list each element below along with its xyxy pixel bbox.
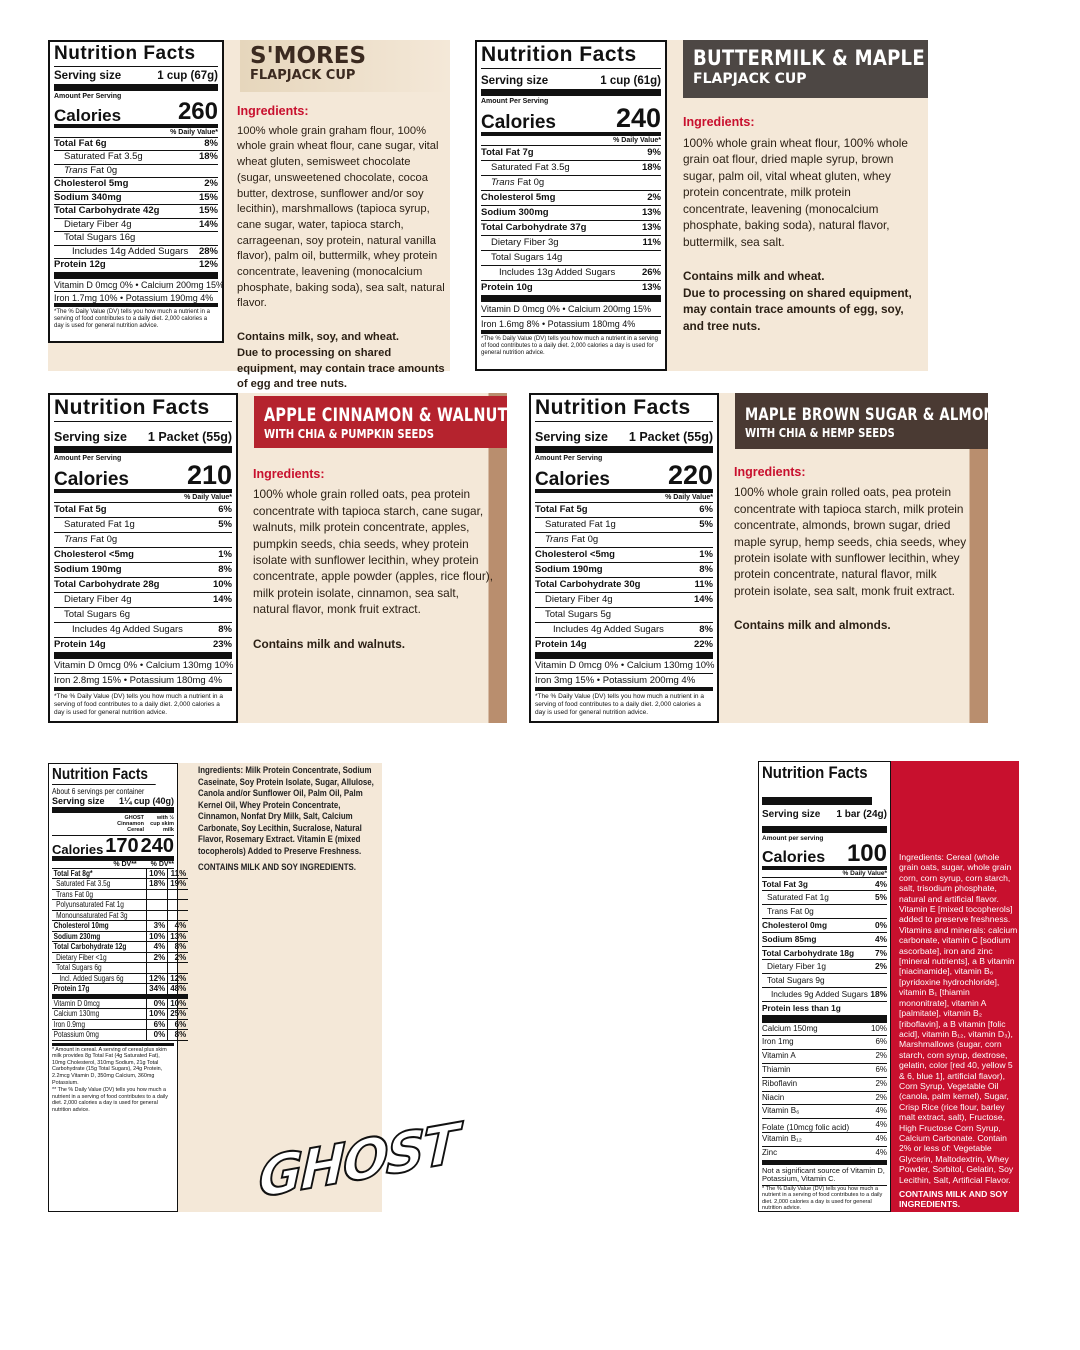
nf-row: Cholesterol <5mg 1% <box>54 548 232 563</box>
ingredients-heading: Ingredients: <box>237 104 309 118</box>
nf-row: Includes 4g Added Sugars 8% <box>54 623 232 638</box>
brand-line2: FLAPJACK CUP <box>250 68 356 84</box>
nf-row: Total Sugars 14g <box>481 251 661 266</box>
nf-row: Dietary Fiber 4g 14% <box>54 219 218 233</box>
nf-row: Cholesterol 0mg 0% <box>762 919 887 933</box>
nf-row: Saturated Fat 3.5g 18% <box>481 161 661 176</box>
nf-row: Sodium 300mg 13% <box>481 206 661 221</box>
nf-footnote: *The % Daily Value (DV) tells you how much a nutrient in a serving of food contributes to a daily diet. 2,000 calories a day is used for general nutrition advice. <box>54 687 232 717</box>
nf-row: Cholesterol 5mg 2% <box>481 191 661 206</box>
nf-row: Cholesterol 5mg 2% <box>54 178 218 192</box>
banner-subtitle: FLAPJACK CUP <box>693 71 807 87</box>
nf-row: Includes 9g Added Sugars 18% <box>762 988 887 1002</box>
nf-row: Includes 13g Added Sugars 26% <box>481 266 661 281</box>
ingredients-heading: Ingredients: <box>253 467 325 481</box>
nf-rows <box>54 503 232 659</box>
contains: Contains milk and almonds. <box>734 618 891 633</box>
nf-calories: Calories 100 <box>762 842 887 870</box>
contains: CONTAINS MILK AND SOY INGREDIENTS. <box>899 1189 1008 1210</box>
nf-row: Saturated Fat 1g 5% <box>54 518 232 533</box>
nf-not-significant: Not a significant source of Vitamin D, Potassium, Vitamin C. <box>762 1161 887 1184</box>
nf-row: Protein less than 1g <box>762 1002 887 1016</box>
nf-vitamin-row: Riboflavin 2% <box>762 1078 887 1092</box>
nf-aps: Amount Per Serving <box>535 455 603 463</box>
nf-vitamins-1: Vitamin D 0mcg 0% • Calcium 200mg 15% <box>481 302 661 317</box>
nf-calories: Calories 240 <box>481 105 661 136</box>
ingredients-text: 100% whole grain rolled oats, pea protein concentrate with tapioca starch, cane sugar, walnuts, milk protein concentrate, apples, pumpkin seeds, chia seeds, whey protein isolate with sunflower lecithin, whey protein concentrate, apple powder (apples, rice flour), milk protein isolate, cinnamon, sea salt, natural flavor, monk fruit extract. <box>253 487 493 617</box>
nf-vitamin-row: Vitamin B₆ 4% <box>762 1105 887 1119</box>
nf-row: Protein 12g 12% <box>54 259 218 279</box>
nf-footnote: *The % Daily Value (DV) tells you how much a nutrient in a serving of food contributes to a daily diet. 2,000 calories a day is used for general nutrition advice. <box>481 330 661 357</box>
nf-dv-header: % Daily Value* <box>762 870 887 878</box>
buttermilk-nutrition-label <box>475 40 667 371</box>
nf-row: Dietary Fiber 4g 14% <box>54 593 232 608</box>
nf-row: Trans Fat 0g <box>54 165 218 179</box>
ingredients-heading: Ingredients: <box>683 115 755 129</box>
banner-title: MAPLE BROWN SUGAR & ALMOND <box>745 405 1007 425</box>
nf-calories: Calories 210 <box>54 462 232 493</box>
nf-row: Total Sugars 16g <box>54 232 218 246</box>
nf-vitamin-row: Niacin 2% <box>762 1092 887 1106</box>
nf-table <box>52 869 188 1041</box>
nf-footnote-1: * Amount in cereal. A serving of cereal plus skim milk provides 8g Total Fat (4g Saturated Fat), 10mg Cholesterol, 310mg Sodium, 21g Total Carbohydrate (15g Total Sugars), 24g Protein, 2.2mcg Vitamin D, 350mg Calcium, 360mg Potassium. <box>52 1043 174 1087</box>
nf-vitamins-2: Iron 3mg 15% • Potassium 200mg 4% <box>535 675 696 687</box>
nf-footnote: *The % Daily Value (DV) tells you how much a nutrient in a serving of food contributes to a daily diet. 2,000 calories a day is used for general nutrition advice. <box>535 687 713 717</box>
nf-row: Cholesterol <5mg 1% <box>535 548 713 563</box>
contains: Contains milk, soy, and wheat. <box>237 331 400 344</box>
nf-row: Trans Fat 0g <box>54 533 232 548</box>
ghost-ingredients <box>198 765 374 874</box>
nf-vitamins-2: Iron 2.8mg 15% • Potassium 180mg 4% <box>54 675 223 687</box>
nf-vitamin-row: Vitamin A 2% <box>762 1050 887 1064</box>
nf-row: Sodium 340mg 15% <box>54 192 218 206</box>
ingredients-text: 100% whole grain graham flour, 100% whole grain wheat flour, cane sugar, vital wheat gluten, semisweet chocolate (sugar, unsweetened chocolate, cocoa butter, dextrose, sunflower and/or soy lecithin), marshmallows (tapioca syrup, cane sugar, water, tapioca starch, carrageenan, soy protein, natural vanilla flavor), palm oil, buttermilk, whey protein concentrate, leavening (monocalcium phosphate, baking soda), sea salt, natural flavor. <box>237 124 445 310</box>
disclaimer: Due to processing on shared equipment, may contain trace amounts of egg and tree nuts. <box>237 346 445 391</box>
nf-serving: Serving size 1 cup (67g) <box>54 67 218 91</box>
apple-nutrition-label <box>48 393 238 723</box>
nf-row: Protein 14g 23% <box>54 638 232 659</box>
nf-title: Nutrition Facts <box>54 44 218 67</box>
nf-serving: Serving size 1 bar (24g) <box>762 805 887 833</box>
nf-rows <box>762 878 887 1016</box>
brand-line1: S'MORES <box>250 43 367 69</box>
nf-dv-header: % Daily Value* <box>54 493 232 503</box>
nf-serving: Serving size 1 cup (61g) <box>481 69 661 96</box>
buttermilk-banner <box>683 40 928 98</box>
nf-columns: GHOST Cinnamon Cereal with ½ cup skim milk <box>52 813 174 836</box>
nf-row: Iron 0.9mg 6% 6% <box>53 1019 187 1029</box>
nf-row: Vitamin D 0mcg 0% 10% <box>52 996 188 1009</box>
nf-row: Trans Fat 0g <box>481 176 661 191</box>
banner-subtitle: WITH CHIA & HEMP SEEDS <box>745 426 895 440</box>
apple-ingredients <box>253 466 493 652</box>
nf-title: Nutrition Facts <box>481 44 661 69</box>
nf-vitamin-row: Folate (10mcg folic acid) 4% <box>762 1120 887 1133</box>
nf-calories: Calories 260 <box>54 100 218 128</box>
smores-brand <box>240 40 450 92</box>
nf-row: Calcium 130mg 10% 25% <box>53 1009 187 1019</box>
contains: Contains milk and walnuts. <box>253 636 406 651</box>
nf-row: Total Sugars 5g <box>535 608 713 623</box>
nf-row: Total Fat 3g 4% <box>762 878 887 892</box>
nf-row: Trans Fat 0g <box>535 533 713 548</box>
nf-row: Total Carbohydrate 37g 13% <box>481 221 661 236</box>
ghost-logo: GHOST <box>257 1111 459 1211</box>
nf-row: Dietary Fiber 4g 14% <box>535 593 713 608</box>
nf-vitamin-row: Iron 1mg 6% <box>762 1036 887 1050</box>
nf-row: Saturated Fat 1g 5% <box>535 518 713 533</box>
nf-aps: Amount Per Serving <box>481 98 549 106</box>
nf-row: Saturated Fat 1g 5% <box>762 891 887 905</box>
ingredients-text: Ingredients: Milk Protein Concentrate, Sodium Caseinate, Soy Protein Isolate, Sugar, Allulose, Canola and/or Sunflower Oil, Palm Oil, Palm Kernel Oil, Whey Protein Concentrate, Cinnamon, Nonfat Dry Milk, Salt, Calcium Carbonate, Soy Lecithin, Sucralose, Natural Flavor, Rosemary Extract. Vitamin E (mixed tocopherols) Added to Preserve Freshness. <box>198 765 374 857</box>
nf-row: Total Fat 7g 9% <box>481 146 661 161</box>
nf-vitamin-row: Calcium 150mg 10% <box>762 1023 887 1037</box>
banner-subtitle: WITH CHIA & PUMPKIN SEEDS <box>264 427 435 441</box>
nf-row: Dietary Fiber <1g 2% 2% <box>52 952 188 963</box>
nf-row: Total Fat 5g 6% <box>54 503 232 518</box>
nf-row: Total Carbohydrate 28g 10% <box>54 578 232 593</box>
maple-ingredients <box>734 464 974 634</box>
contains: CONTAINS MILK AND SOY INGREDIENTS. <box>198 862 357 873</box>
nf-row: Protein 14g 22% <box>535 638 713 659</box>
nf-vitamins-2: Iron 1.7mg 10% • Potassium 190mg 4% <box>54 292 214 303</box>
buttermilk-ingredients <box>683 114 918 334</box>
ingredients-heading: Ingredients: <box>734 465 806 479</box>
nf-title: Nutrition Facts <box>54 397 232 422</box>
nf-servings: About 6 servings per container <box>52 786 145 796</box>
nf-row: Protein 17g 34% 48% <box>52 984 188 997</box>
maple-banner <box>735 393 1007 449</box>
nf-row: Incl. Added Sugars 6g 12% 12% <box>52 973 188 984</box>
nf-row: Total Carbohydrate 12g 4% 8% <box>53 942 187 952</box>
ingredients-text: 100% whole grain rolled oats, pea protein concentrate with tapioca starch, milk protein concentrate, almonds, brown sugar, dried maple syrup, hemp seeds, chia seeds, whey protein isolate with sunflower lecithin, whey protein concentrate, natural flavor, milk protein isolate, sea salt, monk fruit extract. <box>734 485 967 598</box>
apple-banner <box>254 396 507 448</box>
nf-footnote-2: ** The % Daily Value (DV) tells you how much a nutrient in a serving of food contributes to a daily diet. 2,000 calories a day is used for general nutrition advice. <box>52 1087 168 1113</box>
nf-title: Nutrition Facts <box>535 397 713 422</box>
nf-rows <box>535 503 713 659</box>
nf-rows <box>481 146 661 302</box>
nf-vitamins-1: Vitamin D 0mcg 0% • Calcium 130mg 10% <box>54 659 232 674</box>
bar-nutrition-label <box>758 761 891 1212</box>
nf-calories: Calories 170 240 <box>52 836 174 861</box>
smores-nutrition-label <box>48 40 224 343</box>
nf-row: Saturated Fat 3.5g 18% <box>54 151 218 165</box>
nf-dv-header: % Daily Value* <box>54 128 218 138</box>
nf-vitamins-2: Iron 1.6mg 8% • Potassium 180mg 4% <box>481 319 636 330</box>
nf-row: Total Fat 8g* 10% 11% <box>53 868 187 878</box>
nf-aps: Amount Per Serving <box>54 92 122 100</box>
contains: Contains milk and wheat. <box>683 269 825 283</box>
nf-serving: Serving size 1 Packet (55g) <box>535 422 713 453</box>
nf-vitamins-1: Vitamin D 0mcg 0% • Calcium 130mg 10% <box>535 659 713 674</box>
nf-row: Total Sugars 6g <box>54 608 232 623</box>
maple-nutrition-label <box>529 393 719 723</box>
nf-vitamin-row: Vitamin B₁₂ 4% <box>762 1133 887 1147</box>
nf-row: Monounsaturated Fat 3g <box>52 910 188 921</box>
ingredients-text: 100% whole grain wheat flour, 100% whole grain oat flour, dried maple syrup, brown sugar, palm oil, vital wheat gluten, whey protein concentrate, milk protein concentrate, leavening (monocalcium phosphate, baking soda), natural flavor, buttermilk, sea salt. <box>683 135 908 249</box>
nf-row: Includes 4g Added Sugars 8% <box>535 623 713 638</box>
nf-row: Saturated Fat 3.5g 18% 19% <box>52 879 188 890</box>
nf-row: Total Carbohydrate 18g 7% <box>762 947 887 961</box>
nf-row: Includes 14g Added Sugars 28% <box>54 246 218 260</box>
nf-row: Total Fat 5g 6% <box>535 503 713 518</box>
nf-row: Polyunsaturated Fat 1g <box>52 900 188 911</box>
nf-footnote: * The % Daily Value (DV) tells you how much a nutrient in a serving of food contributes to a daily diet. 2,000 calories a day is used for general nutrition advice. <box>762 1185 887 1212</box>
nf-serving: Serving size 1 Packet (55g) <box>54 422 232 453</box>
nf-row: Total Sugars 6g <box>52 963 188 974</box>
nf-vitamins-1: Vitamin D 0mcg 0% • Calcium 200mg 15% <box>54 279 225 290</box>
nf-row: Trans Fat 0g <box>52 889 188 900</box>
nf-title: Nutrition Facts <box>52 766 156 785</box>
nf-row: Sodium 190mg 8% <box>54 563 232 578</box>
nf-row: Total Carbohydrate 42g 15% <box>54 205 218 219</box>
banner-title: BUTTERMILK & MAPLE <box>693 46 925 70</box>
smores-ingredients <box>237 104 447 393</box>
disclaimer: Due to processing on shared equipment, may contain trace amounts of egg, soy, and tree nuts. <box>683 285 912 333</box>
nf-row: Total Sugars 9g <box>762 974 887 988</box>
nf-serving: Serving size 1¼ cup (40g) <box>52 796 174 813</box>
nf-row: Dietary Fiber 3g 11% <box>481 236 661 251</box>
nf-vitamins <box>762 1016 887 1161</box>
nf-dv-header: % Daily Value* <box>481 136 661 146</box>
nf-row: Sodium 230mg 10% 13% <box>53 931 187 941</box>
nf-vitamin-row: Zinc 4% <box>762 1147 887 1161</box>
nf-row: Total Fat 6g 8% <box>54 138 218 152</box>
nf-vitamin-row: Thiamin 6% <box>762 1064 887 1078</box>
nf-row: Dietary Fiber 1g 2% <box>762 960 887 974</box>
nf-row: Trans Fat 0g <box>762 905 887 919</box>
nf-footnote: *The % Daily Value (DV) tells you how much a nutrient in a serving of food contributes to a daily diet. 2,000 calories a day is used for general nutrition advice. <box>54 303 218 330</box>
nf-row: Sodium 85mg 4% <box>762 933 887 947</box>
nf-row: Protein 10g 13% <box>481 281 661 302</box>
banner-title: APPLE CINNAMON & WALNUT <box>264 404 508 426</box>
ghost-nutrition-label <box>48 763 187 1212</box>
ingredients-text: Ingredients: Cereal (whole grain oats, sugar, whole grain corn, corn syrup, corn starch, salt, trisodium phosphate, natural and artificial flavor. Vitamin E [mixed tocopherols] added to preserve freshness. Vitamins and minerals: calcium carbonate, vitamin C [sodium ascorbate], iron and zinc [mineral nutrients], a B vitamin [niacinamide], vitamin B₆ [pyridoxine hydrochloride], vitamin B₁ [thiamin mononitrate], vitamin A [palmitate], vitamin B₂ [riboflavin], a B vitamin [folic acid], vitamin B₁₂, vitamin D₃), Marshmallows (sugar, corn starch, corn syrup, dextrose, gelatin, color [red 40, yellow 5 & 6, blue 1], artificial flavor), Corn Syrup, Vegetable Oil (canola, palm kernel), Sugar, Crisp Rice (rice flour, barley malt extract, salt), Fructose, High Fructose Corn Syrup, Calcium Carbonate. Contain 2% or less of: Vegetable Glycerin, Maltodextrin, Whey Powder, Sorbitol, Gelatin, Soy Lecithin, Salt, Artificial Flavor. <box>899 852 1018 1185</box>
nf-dv-header: % Daily Value* <box>535 493 713 503</box>
nf-row: Potassium 0mg 0% 8% <box>53 1030 187 1040</box>
nf-rows <box>54 138 218 279</box>
nf-calories: Calories 220 <box>535 462 713 493</box>
nf-aps: Amount Per Serving <box>54 455 122 463</box>
nf-row: Cholesterol 10mg 3% 4% <box>53 921 187 931</box>
bar-ingredients <box>899 852 1019 1210</box>
nf-row: Sodium 190mg 8% <box>535 563 713 578</box>
nf-title: Nutrition Facts <box>762 764 872 805</box>
nf-row: Total Carbohydrate 30g 11% <box>535 578 713 593</box>
nf-dv-headers: % DV** % DV** <box>52 861 174 869</box>
nf-aps: Amount per serving <box>762 834 824 842</box>
